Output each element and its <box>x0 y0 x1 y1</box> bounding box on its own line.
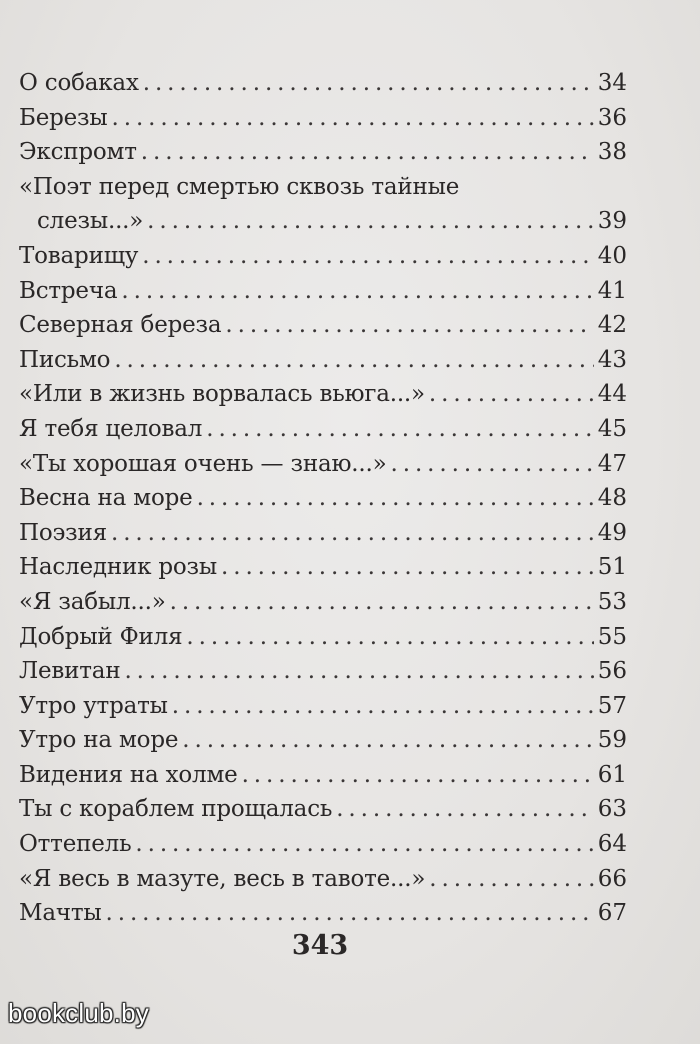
toc-entry-title: Товарищу <box>19 242 139 269</box>
toc-leader-dots <box>429 377 594 412</box>
toc-entry <box>19 377 627 412</box>
page-number: 343 <box>291 930 349 961</box>
toc-entry-page: 34 <box>597 70 627 96</box>
toc-entry-page: 47 <box>597 450 627 477</box>
toc-entry-page: 49 <box>597 519 627 546</box>
toc-leader-dots <box>182 723 593 758</box>
toc-entry-title: Северная береза <box>19 312 222 339</box>
toc-leader-dots <box>142 239 594 274</box>
toc-leader-dots <box>141 135 594 170</box>
toc-entry-page: 41 <box>597 277 627 304</box>
toc-entry-page: 43 <box>597 346 627 373</box>
toc-leader-dots <box>206 412 593 447</box>
toc-entry-title: «Или в жизнь ворвалась вьюга...» <box>19 381 425 408</box>
toc-entry-page: 61 <box>597 761 627 788</box>
toc-leader-dots <box>391 447 594 482</box>
toc-entry-page: 48 <box>597 485 627 512</box>
toc-entry <box>19 204 627 239</box>
toc-entry <box>19 447 627 482</box>
toc-entry-page: 63 <box>597 796 627 823</box>
toc-leader-dots <box>197 481 594 516</box>
toc-entry-page: 42 <box>597 312 627 339</box>
toc-entry-title: Мачты <box>19 900 102 927</box>
toc-entry-page: 59 <box>597 727 627 754</box>
toc-entry-title: «Ты хорошая очень — знаю...» <box>19 450 387 477</box>
toc-entry-title: Видения на холме <box>19 761 238 788</box>
toc-leader-dots <box>121 274 593 309</box>
table-of-contents <box>19 66 627 931</box>
toc-entry <box>19 135 627 170</box>
toc-entry-title: слезы...» <box>37 208 144 235</box>
toc-entry-page: 44 <box>597 381 627 408</box>
toc-entry-page: 67 <box>597 900 627 927</box>
toc-entry <box>19 689 627 724</box>
toc-leader-dots <box>221 550 594 585</box>
toc-entry-title: Левитан <box>19 658 121 685</box>
watermark-logo: bookclub.by <box>8 998 149 1028</box>
toc-entry <box>19 101 627 136</box>
toc-entry <box>19 550 627 585</box>
toc-entry-page: 57 <box>597 692 627 719</box>
toc-leader-dots <box>242 758 594 793</box>
toc-leader-dots <box>186 620 593 655</box>
toc-entry-title: «Я забыл...» <box>19 588 166 615</box>
toc-entry <box>19 412 627 447</box>
toc-entry-title: Экспромт <box>19 139 137 166</box>
toc-entry <box>19 274 627 309</box>
toc-entry <box>19 896 627 931</box>
toc-leader-dots <box>143 66 594 101</box>
toc-entry-page: 39 <box>597 208 627 235</box>
toc-leader-dots <box>114 343 593 378</box>
toc-entry-page: 40 <box>597 242 627 269</box>
toc-entry-title: Весна на море <box>19 485 193 512</box>
toc-entry <box>19 654 627 689</box>
toc-entry <box>19 239 627 274</box>
toc-entry-page: 36 <box>597 104 627 131</box>
toc-leader-dots <box>124 654 593 689</box>
toc-entry-title: Березы <box>19 104 108 131</box>
toc-entry-page: 64 <box>597 831 627 858</box>
toc-entry-page: 55 <box>597 623 627 650</box>
toc-leader-dots <box>112 101 594 136</box>
toc-leader-dots <box>147 204 594 239</box>
toc-entry-title: Письмо <box>19 346 111 373</box>
toc-entry <box>19 862 627 897</box>
toc-entry-page: 66 <box>597 865 627 892</box>
toc-leader-dots <box>336 792 594 827</box>
toc-entry-page: 45 <box>597 415 627 442</box>
toc-entry <box>19 792 627 827</box>
toc-entry <box>19 66 627 101</box>
toc-entry-page: 51 <box>597 554 627 581</box>
toc-leader-dots <box>170 585 594 620</box>
toc-entry <box>19 308 627 343</box>
toc-entry <box>19 758 627 793</box>
toc-entry-title: Поэзия <box>19 519 107 546</box>
toc-entry-title: Добрый Филя <box>19 623 183 650</box>
toc-entry-title: «Поэт перед смертью сквозь тайные <box>19 173 460 200</box>
toc-entry <box>19 516 627 551</box>
toc-entry <box>19 585 627 620</box>
toc-entry-title: Встреча <box>19 277 118 304</box>
toc-entry-title: «Я весь в мазуте, весь в тавоте...» <box>19 865 426 892</box>
toc-entry-title: О собаках <box>19 70 139 96</box>
toc-entry <box>19 620 627 655</box>
toc-entry-title: Утро на море <box>19 727 179 754</box>
toc-entry <box>19 827 627 862</box>
toc-leader-dots <box>172 689 594 724</box>
toc-entry-page: 38 <box>597 139 627 166</box>
toc-entry-title: Ты с кораблем прощалась <box>19 796 333 823</box>
toc-entry-page: 53 <box>597 588 627 615</box>
toc-entry <box>19 170 627 205</box>
toc-entry <box>19 343 627 378</box>
toc-entry-title: Оттепель <box>19 831 132 858</box>
toc-leader-dots <box>106 896 594 931</box>
toc-leader-dots <box>225 308 593 343</box>
toc-entry <box>19 481 627 516</box>
toc-entry-title: Я тебя целовал <box>19 415 203 442</box>
toc-entry-page: 56 <box>597 658 627 685</box>
toc-leader-dots <box>135 827 593 862</box>
toc-entry <box>19 723 627 758</box>
toc-entry-title: Наследник розы <box>19 554 218 581</box>
toc-leader-dots <box>429 862 593 897</box>
toc-entry-title: Утро утраты <box>19 692 168 719</box>
toc-leader-dots <box>111 516 594 551</box>
